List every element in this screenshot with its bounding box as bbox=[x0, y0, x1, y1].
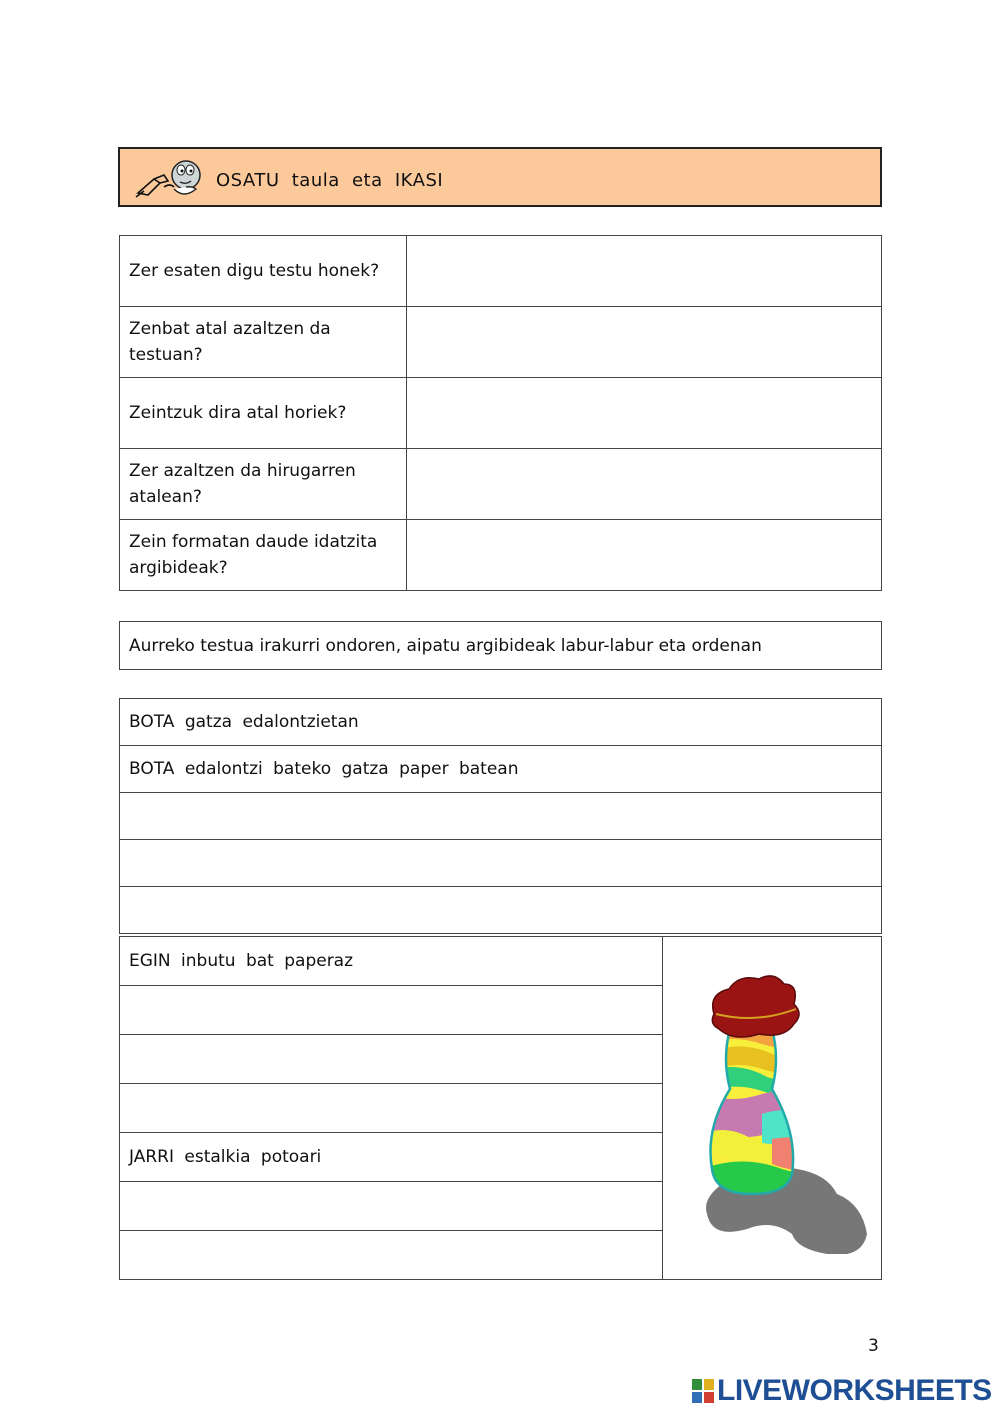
section-header bbox=[118, 147, 882, 207]
step-input-cell[interactable] bbox=[120, 1231, 663, 1280]
step-cell: BOTA edalontzi bateko gatza paper batean bbox=[120, 746, 882, 793]
table-row bbox=[120, 520, 882, 591]
step-cell: EGIN inbutu bat paperaz bbox=[120, 937, 663, 986]
liveworksheets-logo-icon bbox=[692, 1379, 714, 1403]
table-row bbox=[120, 793, 882, 840]
table-row bbox=[120, 699, 882, 746]
header-icons bbox=[134, 155, 204, 199]
table-row bbox=[120, 307, 882, 378]
step-input-cell[interactable] bbox=[120, 887, 882, 934]
table-row bbox=[120, 378, 882, 449]
colored-sand-jar-image bbox=[672, 954, 872, 1254]
table-row bbox=[120, 746, 882, 793]
answer-cell[interactable] bbox=[407, 520, 882, 591]
answer-cell[interactable] bbox=[407, 236, 882, 307]
instruction-box bbox=[119, 621, 882, 670]
step-cell: JARRI estalkia potoari bbox=[120, 1133, 663, 1182]
thinking-face-icon bbox=[172, 161, 200, 194]
answer-cell[interactable] bbox=[407, 307, 882, 378]
steps-table-upper bbox=[119, 698, 882, 934]
table-row bbox=[120, 937, 882, 986]
questions-table bbox=[119, 235, 882, 591]
brand-name: LIVEWORKSHEETS bbox=[717, 1374, 992, 1407]
table-row bbox=[120, 449, 882, 520]
answer-cell[interactable] bbox=[407, 378, 882, 449]
illustration-cell bbox=[662, 937, 881, 1280]
table-row bbox=[120, 840, 882, 887]
question-cell: Zer esaten digu testu honek? bbox=[120, 236, 407, 307]
question-cell: Zenbat atal azaltzen da testuan? bbox=[120, 307, 407, 378]
answer-cell[interactable] bbox=[407, 449, 882, 520]
step-input-cell[interactable] bbox=[120, 1035, 663, 1084]
writing-hand-icon bbox=[134, 155, 204, 199]
step-input-cell[interactable] bbox=[120, 793, 882, 840]
step-cell: BOTA gatza edalontzietan bbox=[120, 699, 882, 746]
header-title: OSATU taula eta IKASI bbox=[216, 169, 444, 191]
step-input-cell[interactable] bbox=[120, 986, 663, 1035]
step-input-cell[interactable] bbox=[120, 1182, 663, 1231]
steps-table-lower bbox=[119, 936, 882, 1280]
table-row bbox=[120, 887, 882, 934]
step-input-cell[interactable] bbox=[120, 840, 882, 887]
step-input-cell[interactable] bbox=[120, 1084, 663, 1133]
instruction-text: Aurreko testua irakurri ondoren, aipatu argibideak labur-labur eta ordenan bbox=[129, 635, 762, 656]
question-cell: Zeintzuk dira atal horiek? bbox=[120, 378, 407, 449]
brand-logo bbox=[692, 1374, 992, 1408]
table-row bbox=[120, 236, 882, 307]
question-cell: Zein formatan daude idatzita argibideak? bbox=[120, 520, 407, 591]
question-cell: Zer azaltzen da hirugarren atalean? bbox=[120, 449, 407, 520]
page-number: 3 bbox=[868, 1336, 879, 1356]
